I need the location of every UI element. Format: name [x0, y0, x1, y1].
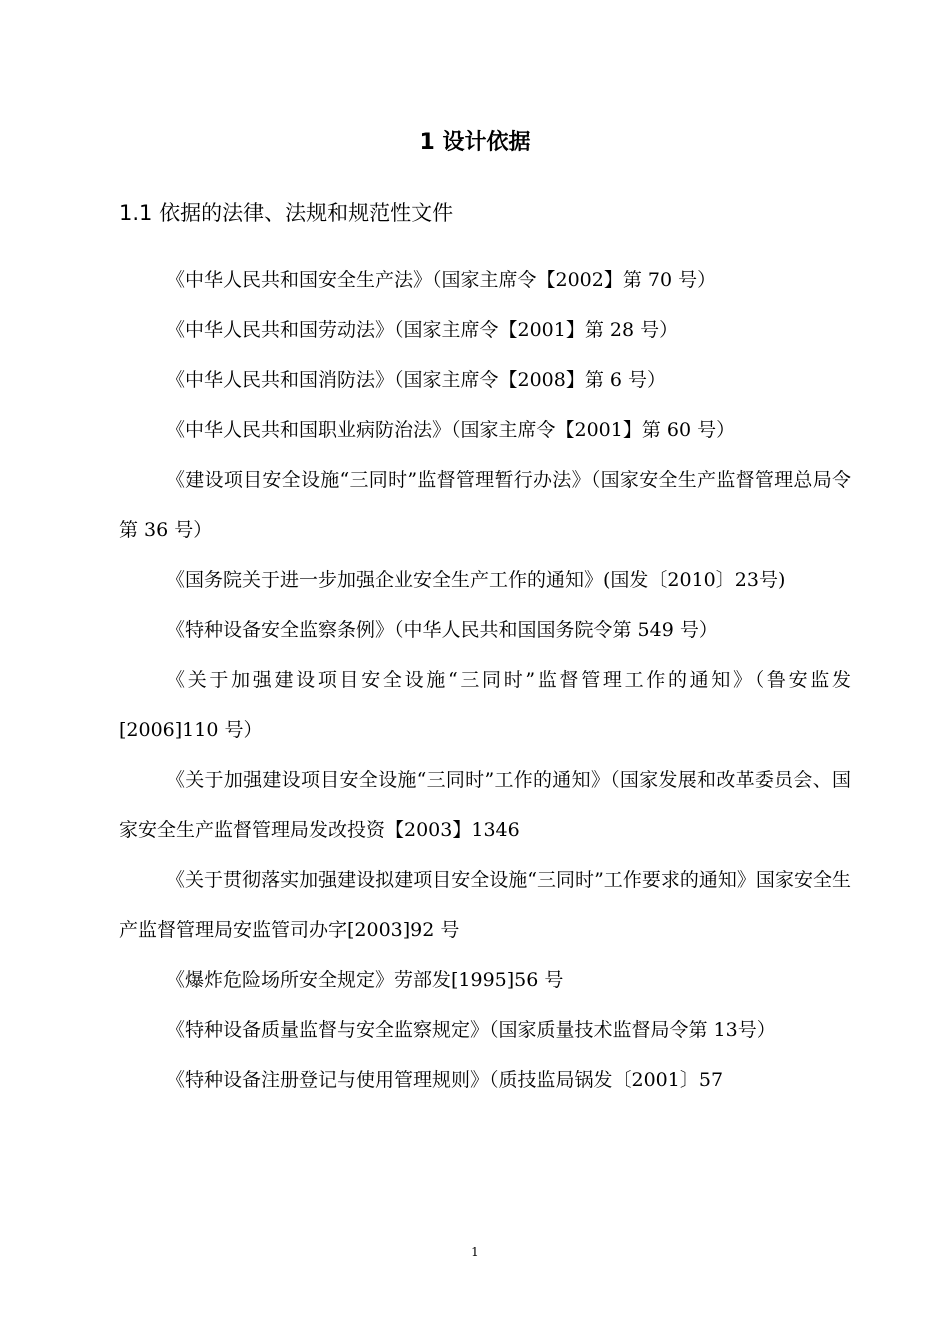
- list-item: 《中华人民共和国安全生产法》（国家主席令【2002】第 70 号）: [166, 269, 717, 291]
- list-item: 《中华人民共和国消防法》（国家主席令【2008】第 6 号）: [166, 369, 667, 391]
- list-item: 《关于贯彻落实加强建设拟建项目安全设施“三同时”工作要求的通知》国家安全生产监督管理局安监管司办字[2003]92 号: [119, 869, 851, 941]
- list-item: 《爆炸危险场所安全规定》劳部发[1995]56 号: [166, 969, 564, 991]
- list-item: 《中华人民共和国劳动法》（国家主席令【2001】第 28 号）: [166, 319, 679, 341]
- page-number: 1: [471, 1245, 479, 1259]
- list-item: 《特种设备质量监督与安全监察规定》（国家质量技术监督局令第 13号）: [166, 1019, 776, 1041]
- list-item: 《特种设备安全监察条例》（中华人民共和国国务院令第 549 号）: [166, 619, 718, 641]
- regulation-list: [119, 255, 851, 1105]
- list-item: 《建设项目安全设施“三同时”监督管理暂行办法》（国家安全生产监督管理总局令第 36 号）: [119, 469, 851, 541]
- list-item: 《中华人民共和国职业病防治法》（国家主席令【2001】第 60 号）: [166, 419, 736, 441]
- section-heading: 1.1 依据的法律、法规和规范性文件: [119, 201, 454, 225]
- list-item: 《关于加强建设项目安全设施“三同时”监督管理工作的通知》（鲁安监发[2006]110 号）: [119, 669, 851, 741]
- list-item: 《特种设备注册登记与使用管理规则》（质技监局锅发〔2001〕57: [166, 1069, 724, 1091]
- list-item: 《关于加强建设项目安全设施“三同时”工作的通知》（国家发展和改革委员会、国家安全生产监督管理局发改投资【2003】1346: [119, 769, 851, 841]
- list-item: 《国务院关于进一步加强企业安全生产工作的通知》(国发〔2010〕23号): [166, 569, 786, 591]
- chapter-title: 1 设计依据: [419, 130, 531, 155]
